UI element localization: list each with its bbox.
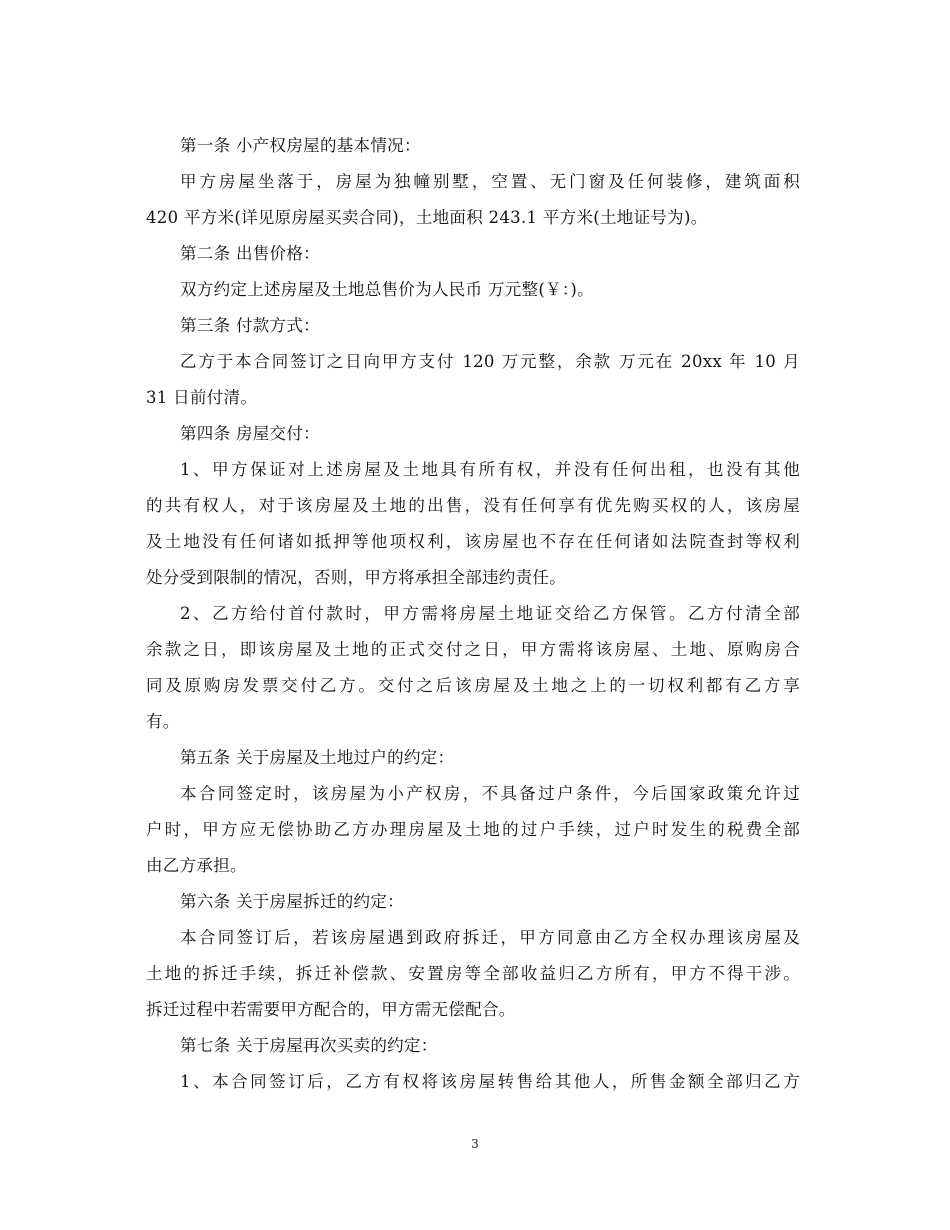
text-line: 余款之日，即该房屋及土地的正式交付之日，甲方需将该房屋、土地、原购房合: [146, 640, 800, 659]
text-line: 的共有权人，对于该房屋及土地的出售，没有任何享有优先购买权的人，该房屋: [146, 496, 800, 515]
page-number: 3: [471, 1137, 479, 1151]
text-line: 拆迁过程中若需要甲方配合的，甲方需无偿配合。: [146, 1000, 516, 1019]
text-line: 及土地没有任何诸如抵押等他项权利，该房屋也不存在任何诸如法院查封等权利: [146, 532, 800, 551]
text-line: 乙方于本合同签订之日向甲方支付 120 万元整，余款 万元在 20xx 年 10 月: [180, 352, 800, 371]
text-line: 处分受到限制的情况，否则，甲方将承担全部违约责任。: [146, 568, 566, 587]
text-line: 1、甲方保证对上述房屋及土地具有所有权，并没有任何出租，也没有其他: [180, 460, 800, 479]
text-line: 第五条 关于房屋及土地过户的约定：: [180, 748, 455, 767]
text-line: 第四条 房屋交付：: [180, 424, 320, 443]
text-line: 2、乙方给付首付款时，甲方需将房屋土地证交给乙方保管。乙方付清全部: [180, 604, 800, 623]
text-line: 第二条 出售价格：: [180, 244, 320, 263]
text-line: 本合同签订后，若该房屋遇到政府拆迁，甲方同意由乙方全权办理该房屋及: [180, 928, 800, 947]
text-line: 甲方房屋坐落于，房屋为独幢别墅，空置、无门窗及任何装修，建筑面积: [180, 172, 800, 191]
text-line: 户时，甲方应无偿协助乙方办理房屋及土地的过户手续，过户时发生的税费全部: [146, 820, 800, 839]
text-line: 土地的拆迁手续，拆迁补偿款、安置房等全部收益归乙方所有，甲方不得干涉。: [146, 964, 800, 983]
text-line: 本合同签定时，该房屋为小产权房，不具备过户条件，今后国家政策允许过: [180, 784, 800, 803]
text-line: 同及原购房发票交付乙方。交付之后该房屋及土地之上的一切权利都有乙方享: [146, 676, 800, 695]
contract-body: [146, 128, 800, 1100]
text-line: 31 日前付清。: [146, 388, 258, 407]
text-line: 第六条 关于房屋拆迁的约定：: [180, 892, 404, 911]
text-line: 由乙方承担。: [146, 856, 247, 875]
text-line: 第三条 付款方式：: [180, 316, 320, 335]
text-line: 双方约定上述房屋及土地总售价为人民币 万元整(￥：)。: [180, 280, 594, 299]
text-line: 1、本合同签订后，乙方有权将该房屋转售给其他人，所售金额全部归乙方: [180, 1072, 800, 1091]
text-line: 第七条 关于房屋再次买卖的约定：: [180, 1036, 438, 1055]
text-line: 第一条 小产权房屋的基本情况：: [180, 136, 421, 155]
text-line: 有。: [146, 712, 180, 731]
text-line: 420 平方米(详见原房屋买卖合同)，土地面积 243.1 平方米(土地证号为)。: [146, 208, 708, 227]
